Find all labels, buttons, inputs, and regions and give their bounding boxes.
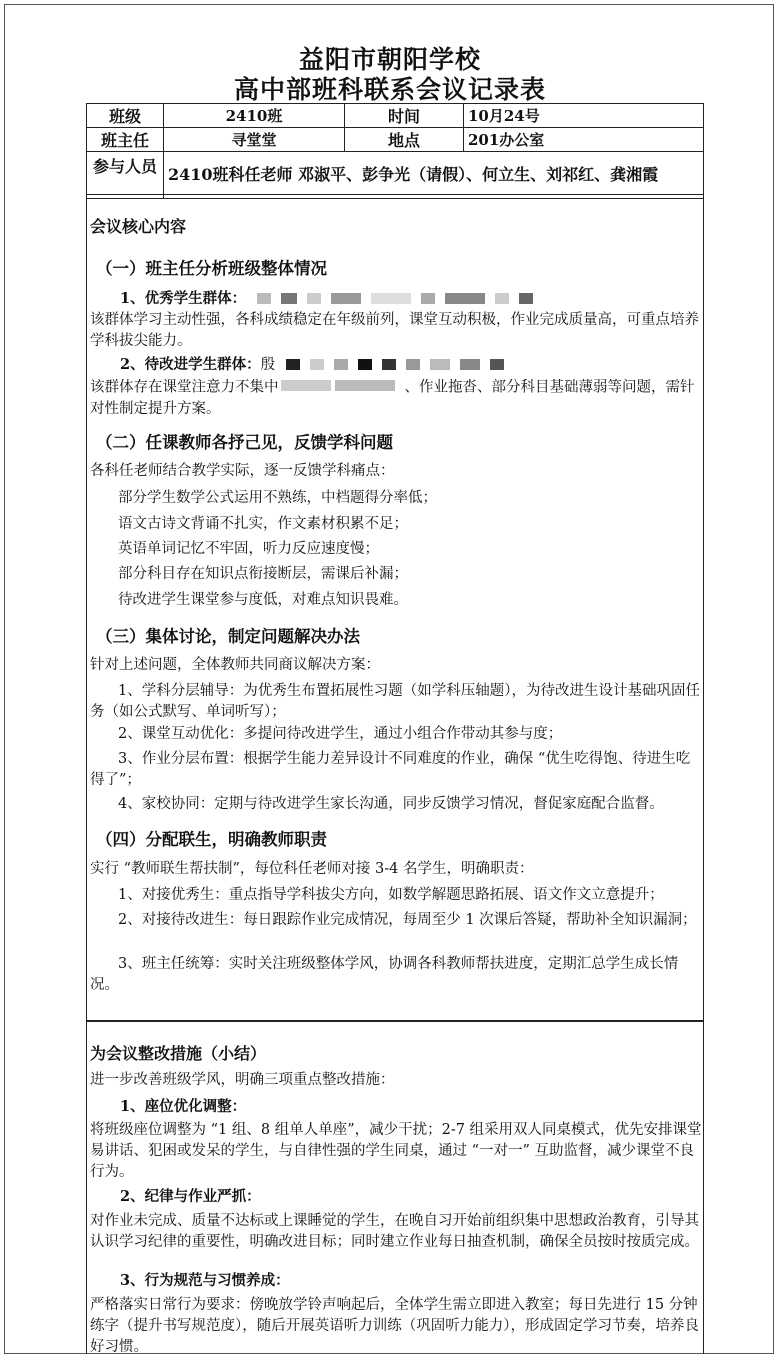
subject-issue-4: 部分科目存在知识点衔接断层，需课后补漏；	[118, 566, 408, 582]
improve-group-row	[120, 354, 732, 376]
improve-group-text-a: 该群体存在课堂注意力不集中	[90, 379, 279, 396]
measure-3-text: 严格落实日常行为要求：傍晚放学铃声响起后，全体学生需立即进入教室；每日先进行 15 分钟练字（提升书写规范度），随后开展英语听力训练（巩固听力能力），形成固定学习节奏，培养良好习惯。	[90, 1297, 699, 1355]
core-heading: 会议核心内容	[90, 217, 187, 236]
info-table	[86, 103, 704, 199]
place-label: 地点	[345, 128, 464, 152]
place-value: 201办公室	[464, 128, 704, 152]
summary-intro: 进一步改善班级学风，明确三项重点整改措施：	[90, 1072, 395, 1088]
participants-label: 参与人员	[87, 152, 164, 199]
time-label: 时间	[345, 104, 464, 128]
duty-1: 1、对接优秀生：重点指导学科拔尖方向，如数学解题思路拓展、语文作文立意提升；	[118, 887, 664, 903]
redacted-examples	[281, 377, 405, 398]
subject-issue-3: 英语单词记忆不牢固，听力反应速度慢；	[118, 541, 379, 557]
excellent-group-text: 该群体学习主动性强，各科成绩稳定在年级前列，课堂互动积极，作业完成质量高，可重点培养学科拔尖能力。	[90, 312, 699, 349]
teacher-label: 班主任	[87, 128, 164, 152]
measure-2-text: 对作业未完成、质量不达标或上课睡觉的学生，在晚自习开始前组织集中思想政治教育，引导其认识学习纪律的重要性，明确改进目标；同时建立作业每日抽查机制，确保全员按时按质完成。	[90, 1213, 699, 1250]
redacted-names-2	[286, 355, 514, 376]
section-2-title: （二）任课教师各抒己见，反馈学科问题	[96, 433, 393, 452]
improve-group-label: 2、待改进学生群体：	[120, 356, 261, 373]
section-4-intro: 实行 “教师联生帮扶制”，每位科任老师对接 3-4 名学生，明确职责：	[90, 861, 534, 877]
duty-2: 2、对接待改进生：每日跟踪作业完成情况，每周至少 1 次课后答疑，帮助补全知识漏洞；	[118, 912, 697, 928]
excellent-group-label: 1、优秀学生群体：	[120, 290, 247, 307]
improve-group-text-line1	[90, 377, 702, 420]
teacher-value: 寻堂堂	[164, 128, 345, 152]
class-value: 2410班	[164, 104, 345, 128]
section-3-intro: 针对上述问题，全体教师共同商议解决方案：	[90, 657, 380, 673]
duty-3: 3、班主任统筹：实时关注班级整体学风，协调各科教师帮扶进度，定期汇总学生成长情况。	[90, 956, 679, 993]
class-label: 班级	[87, 104, 164, 128]
summary-heading: 为会议整改措施（小结）	[90, 1044, 267, 1063]
redacted-names	[257, 289, 543, 310]
solution-1: 1、学科分层辅导：为优秀生布置拓展性习题（如学科压轴题），为待改进生设计基础巩固任务（如公式默写、单词听写）；	[90, 683, 700, 720]
section-2-intro: 各科任老师结合教学实际，逐一反馈学科痛点：	[90, 463, 395, 479]
improve-group-name: 殷	[260, 357, 276, 373]
measure-3-title: 3、行为规范与习惯养成：	[120, 1272, 290, 1289]
measure-1-text: 将班级座位调整为 “1 组、8 组单人单座”，减少干扰；2-7 组采用双人同桌模式，优先安排课堂易讲话、犯困或发呆的学生，与自律性强的学生同桌，通过 “一对一” 互助监督，减少课堂不良行为。	[90, 1122, 702, 1180]
subject-issue-5: 待改进学生课堂参与度低，对难点知识畏难。	[118, 592, 408, 608]
school-name: 益阳市朝阳学校	[298, 45, 481, 74]
section-1-title: （一）班主任分析班级整体情况	[96, 259, 327, 278]
form-title: 高中部班科联系会议记录表	[233, 75, 546, 104]
solution-4: 4、家校协同：定期与待改进学生家长沟通，同步反馈学习情况，督促家庭配合监督。	[118, 796, 664, 812]
subject-issue-2: 语文古诗文背诵不扎实，作文素材积累不足；	[118, 516, 408, 532]
excellent-group-row	[120, 288, 732, 310]
section-4-title: （四）分配联生，明确教师职责	[96, 830, 327, 849]
participants-value: 2410班科任老师 邓淑平、彭争光（请假）、何立生、刘祁红、龚湘霞	[164, 152, 704, 199]
section-3-title: （三）集体讨论，制定问题解决办法	[96, 627, 360, 646]
measure-1-title: 1、座位优化调整：	[120, 1098, 247, 1115]
improve-group-text-b: 、作业拖沓、部分科目基础薄弱等问题，需针对性制定提升方案。	[90, 379, 695, 417]
measure-2-title: 2、纪律与作业严抓：	[120, 1188, 261, 1205]
solution-3: 3、作业分层布置：根据学生能力差异设计不同难度的作业，确保 “优生吃得饱、待进生吃得了”；	[90, 751, 691, 788]
subject-issue-1: 部分学生数学公式运用不熟练，中档题得分率低；	[118, 490, 437, 506]
time-value: 10月24号	[464, 104, 704, 128]
solution-2: 2、课堂互动优化：多提问待改进学生，通过小组合作带动其参与度；	[118, 726, 563, 742]
